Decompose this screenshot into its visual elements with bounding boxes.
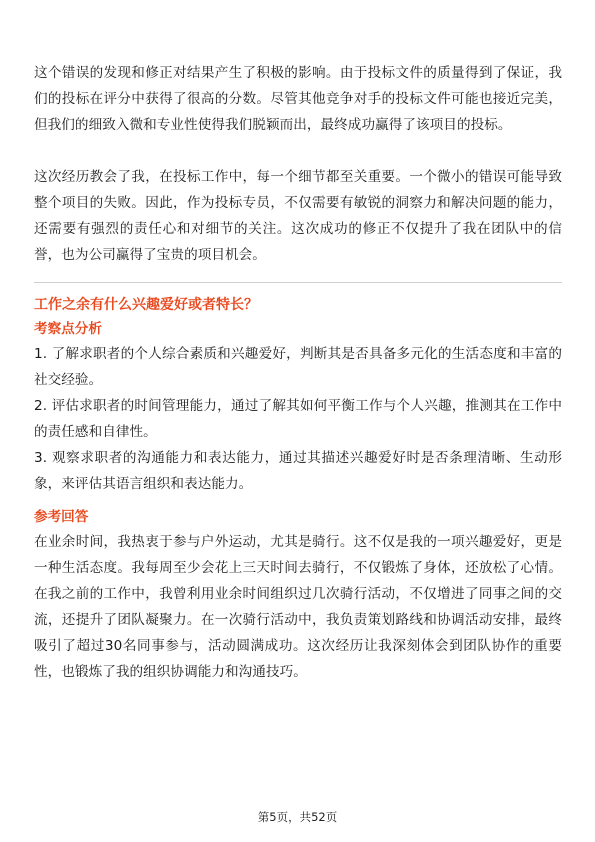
answer-paragraph: 在业余时间，我热衷于参与户外运动，尤其是骑行。这不仅是我的一项兴趣爱好，更是一种生活态度。我每周至少会花上三天时间去骑行，不仅锻炼了身体，还放松了心情。在我之前的工作中，我曾利用业余时间组织过几次骑行活动，不仅增进了同事之间的交流，还提升了团队凝聚力。在一次骑行活动中，我负责策划路线和协调活动安排，最终吸引了超过30名同事参与，活动圆满成功。这次经历让我深刻体会到团队协作的重要性，也锻炼了我的组织协调能力和沟通技巧。 (34, 534, 562, 680)
page-content (34, 60, 562, 685)
question-heading: 工作之余有什么兴趣爱好或者特长？ (34, 297, 258, 313)
answer-heading: 参考回答 (34, 509, 89, 525)
analysis-item: 3. 观察求职者的沟通能力和表达能力，通过其描述兴趣爱好时是否条理清晰、生动形象，来评估其语言组织和表达能力。 (34, 450, 562, 492)
analysis-item: 2. 评估求职者的时间管理能力，通过了解其如何平衡工作与个人兴趣，推测其在工作中的责任感和自律性。 (34, 398, 562, 440)
analysis-item: 1. 了解求职者的个人综合素质和兴趣爱好，判断其是否具备多元化的生活态度和丰富的社交经验。 (34, 346, 562, 388)
analysis-heading: 考察点分析 (34, 321, 102, 337)
page-number-footer: 第5页，共52页 (257, 810, 338, 824)
intro-paragraph: 这次经历教会了我，在投标工作中，每一个细节都至关重要。一个微小的错误可能导致整个项目的失败。因此，作为投标专员，不仅需要有敏锐的洞察力和解决问题的能力，还需要有强烈的责任心和对细节的关注。这次成功的修正不仅提升了我在团队中的信誉，也为公司赢得了宝贵的项目机会。 (34, 169, 562, 263)
intro-paragraph: 这个错误的发现和修正对结果产生了积极的影响。由于投标文件的质量得到了保证，我们的投标在评分中获得了很高的分数。尽管其他竞争对手的投标文件可能也接近完美，但我们的细致入微和专业性使得我们脱颖而出，最终成功赢得了该项目的投标。 (34, 65, 562, 133)
section-divider (34, 282, 562, 283)
